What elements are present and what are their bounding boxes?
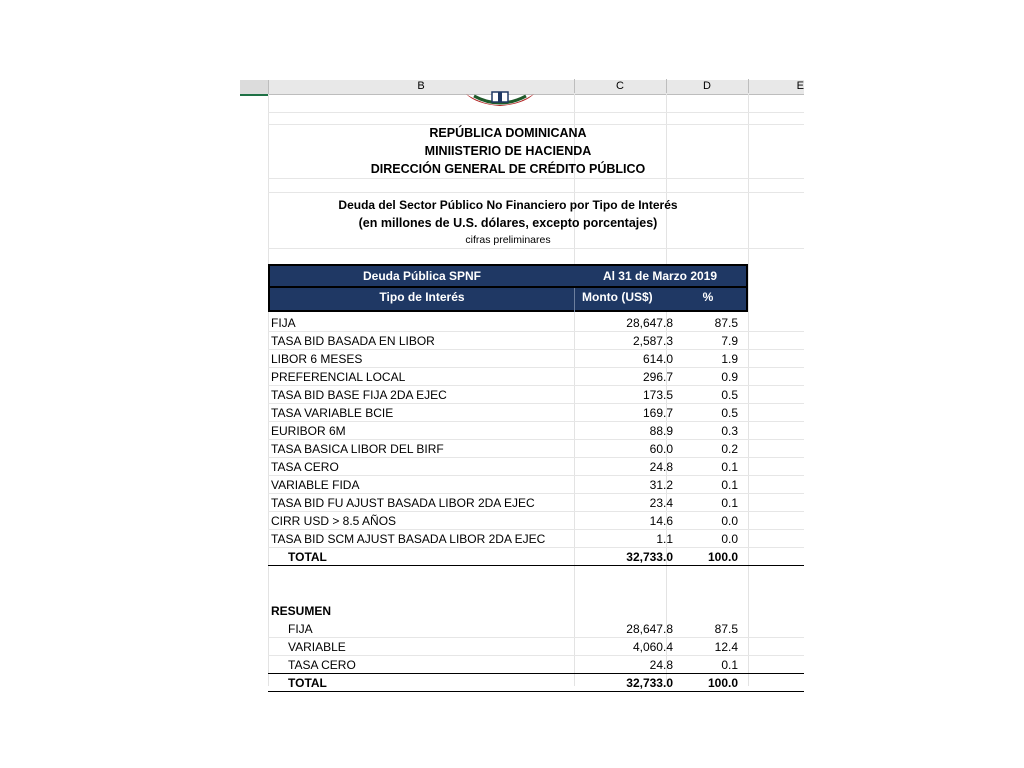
interest-type-cell: FIJA xyxy=(288,622,313,636)
table-row[interactable] xyxy=(268,350,804,368)
interest-type-cell: TOTAL xyxy=(288,550,327,564)
summary-row[interactable] xyxy=(268,620,804,638)
column-header-e[interactable]: E xyxy=(796,80,804,92)
percent-cell: 0.1 xyxy=(721,496,738,510)
percent-cell: 0.5 xyxy=(721,388,738,402)
interest-type-cell: FIJA xyxy=(271,316,296,330)
direction-heading: DIRECCIÓN GENERAL DE CRÉDITO PÚBLICO xyxy=(370,162,646,176)
gridline xyxy=(268,192,804,193)
interest-type-cell: VARIABLE xyxy=(288,640,346,654)
column-title-pct: % xyxy=(702,290,714,304)
percent-cell: 87.5 xyxy=(714,316,738,330)
table-row[interactable] xyxy=(268,440,804,458)
table-row[interactable] xyxy=(268,314,804,332)
amount-cell: 1.1 xyxy=(656,532,673,546)
interest-type-cell: PREFERENCIAL LOCAL xyxy=(271,370,406,384)
summary-title-row[interactable] xyxy=(268,602,804,620)
percent-cell: 0.1 xyxy=(721,460,738,474)
amount-cell: 28,647.8 xyxy=(626,622,673,636)
banner-right: Al 31 de Marzo 2019 xyxy=(602,269,718,283)
table-row[interactable] xyxy=(268,458,804,476)
percent-cell: 0.0 xyxy=(721,514,738,528)
percent-cell: 100.0 xyxy=(707,550,738,564)
banner-left: Deuda Pública SPNF xyxy=(362,269,482,283)
table-row[interactable] xyxy=(268,422,804,440)
table-row[interactable] xyxy=(268,476,804,494)
amount-cell: 60.0 xyxy=(649,442,673,456)
interest-type-cell: TASA CERO xyxy=(288,658,356,672)
percent-cell: 0.2 xyxy=(721,442,738,456)
percent-cell: 0.9 xyxy=(721,370,738,384)
gridline xyxy=(268,565,804,566)
report-title: Deuda del Sector Público No Financiero por Tipo de Interés xyxy=(338,198,678,212)
column-title-amount: Monto (US$) xyxy=(582,290,653,304)
percent-cell: 0.3 xyxy=(721,424,738,438)
preliminary-note: cifras preliminares xyxy=(465,234,551,246)
amount-cell: 4,060.4 xyxy=(632,640,673,654)
ministry-heading: MINIISTERIO DE HACIENDA xyxy=(424,144,592,158)
header-divider xyxy=(574,288,575,312)
summary-row[interactable] xyxy=(268,656,804,674)
interest-type-cell: TASA BID FU AJUST BASADA LIBOR 2DA EJEC xyxy=(271,496,535,510)
percent-cell: 100.0 xyxy=(707,676,738,690)
amount-cell: 24.8 xyxy=(649,460,673,474)
percent-cell: 0.1 xyxy=(721,658,738,672)
percent-cell: 7.9 xyxy=(721,334,738,348)
summary-total-row[interactable] xyxy=(268,674,804,692)
table-header xyxy=(268,264,748,312)
header-banner-row xyxy=(270,266,746,288)
interest-type-cell: TASA BASICA LIBOR DEL BIRF xyxy=(271,442,444,456)
amount-cell: 24.8 xyxy=(649,658,673,672)
spreadsheet xyxy=(240,80,804,690)
interest-type-cell: TASA VARIABLE BCIE xyxy=(271,406,394,420)
interest-type-cell: VARIABLE FIDA xyxy=(271,478,360,492)
amount-cell: 614.0 xyxy=(642,352,673,366)
interest-type-cell: TASA BID BASADA EN LIBOR xyxy=(271,334,435,348)
interest-type-cell: CIRR USD > 8.5 AÑOS xyxy=(271,514,397,528)
amount-cell: 23.4 xyxy=(649,496,673,510)
amount-cell: 88.9 xyxy=(649,424,673,438)
table-row[interactable] xyxy=(268,332,804,350)
amount-cell: 169.7 xyxy=(642,406,673,420)
interest-type-cell: TASA BID SCM AJUST BASADA LIBOR 2DA EJEC xyxy=(271,532,546,546)
column-title-type: Tipo de Interés xyxy=(379,290,465,304)
column-header-b[interactable]: B xyxy=(268,79,575,93)
column-header-d[interactable]: D xyxy=(666,79,749,93)
coat-of-arms-logo xyxy=(464,90,536,112)
interest-type-cell: EURIBOR 6M xyxy=(271,424,346,438)
summary-row[interactable] xyxy=(268,638,804,656)
table-row[interactable] xyxy=(268,386,804,404)
gridline xyxy=(268,124,804,125)
amount-cell: 32,733.0 xyxy=(626,550,673,564)
percent-cell: 0.1 xyxy=(721,478,738,492)
table-row[interactable] xyxy=(268,368,804,386)
amount-cell: 28,647.8 xyxy=(626,316,673,330)
interest-type-cell: LIBOR 6 MESES xyxy=(271,352,363,366)
percent-cell: 1.9 xyxy=(721,352,738,366)
amount-cell: 31.2 xyxy=(649,478,673,492)
country-heading: REPÚBLICA DOMINICANA xyxy=(429,126,587,140)
table-row[interactable] xyxy=(268,530,804,548)
percent-cell: 0.5 xyxy=(721,406,738,420)
gridline xyxy=(268,248,804,249)
percent-cell: 12.4 xyxy=(714,640,738,654)
report-subtitle: (en millones de U.S. dólares, excepto porcentajes) xyxy=(358,216,658,230)
amount-cell: 14.6 xyxy=(649,514,673,528)
column-header-c[interactable]: C xyxy=(574,79,667,93)
amount-cell: 173.5 xyxy=(642,388,673,402)
amount-cell: 2,587.3 xyxy=(632,334,673,348)
summary-title: RESUMEN xyxy=(271,604,332,618)
interest-type-cell: TASA CERO xyxy=(271,460,339,474)
table-row[interactable] xyxy=(268,494,804,512)
gridline xyxy=(268,691,804,692)
gridline xyxy=(268,178,804,179)
gridline xyxy=(268,112,804,113)
total-row[interactable] xyxy=(268,548,804,566)
select-all-corner[interactable] xyxy=(240,80,269,94)
interest-type-cell: TOTAL xyxy=(288,676,327,690)
amount-cell: 296.7 xyxy=(642,370,673,384)
table-row[interactable] xyxy=(268,512,804,530)
percent-cell: 0.0 xyxy=(721,532,738,546)
interest-type-cell: TASA BID BASE FIJA 2DA EJEC xyxy=(271,388,447,402)
table-row[interactable] xyxy=(268,404,804,422)
percent-cell: 87.5 xyxy=(714,622,738,636)
amount-cell: 32,733.0 xyxy=(626,676,673,690)
